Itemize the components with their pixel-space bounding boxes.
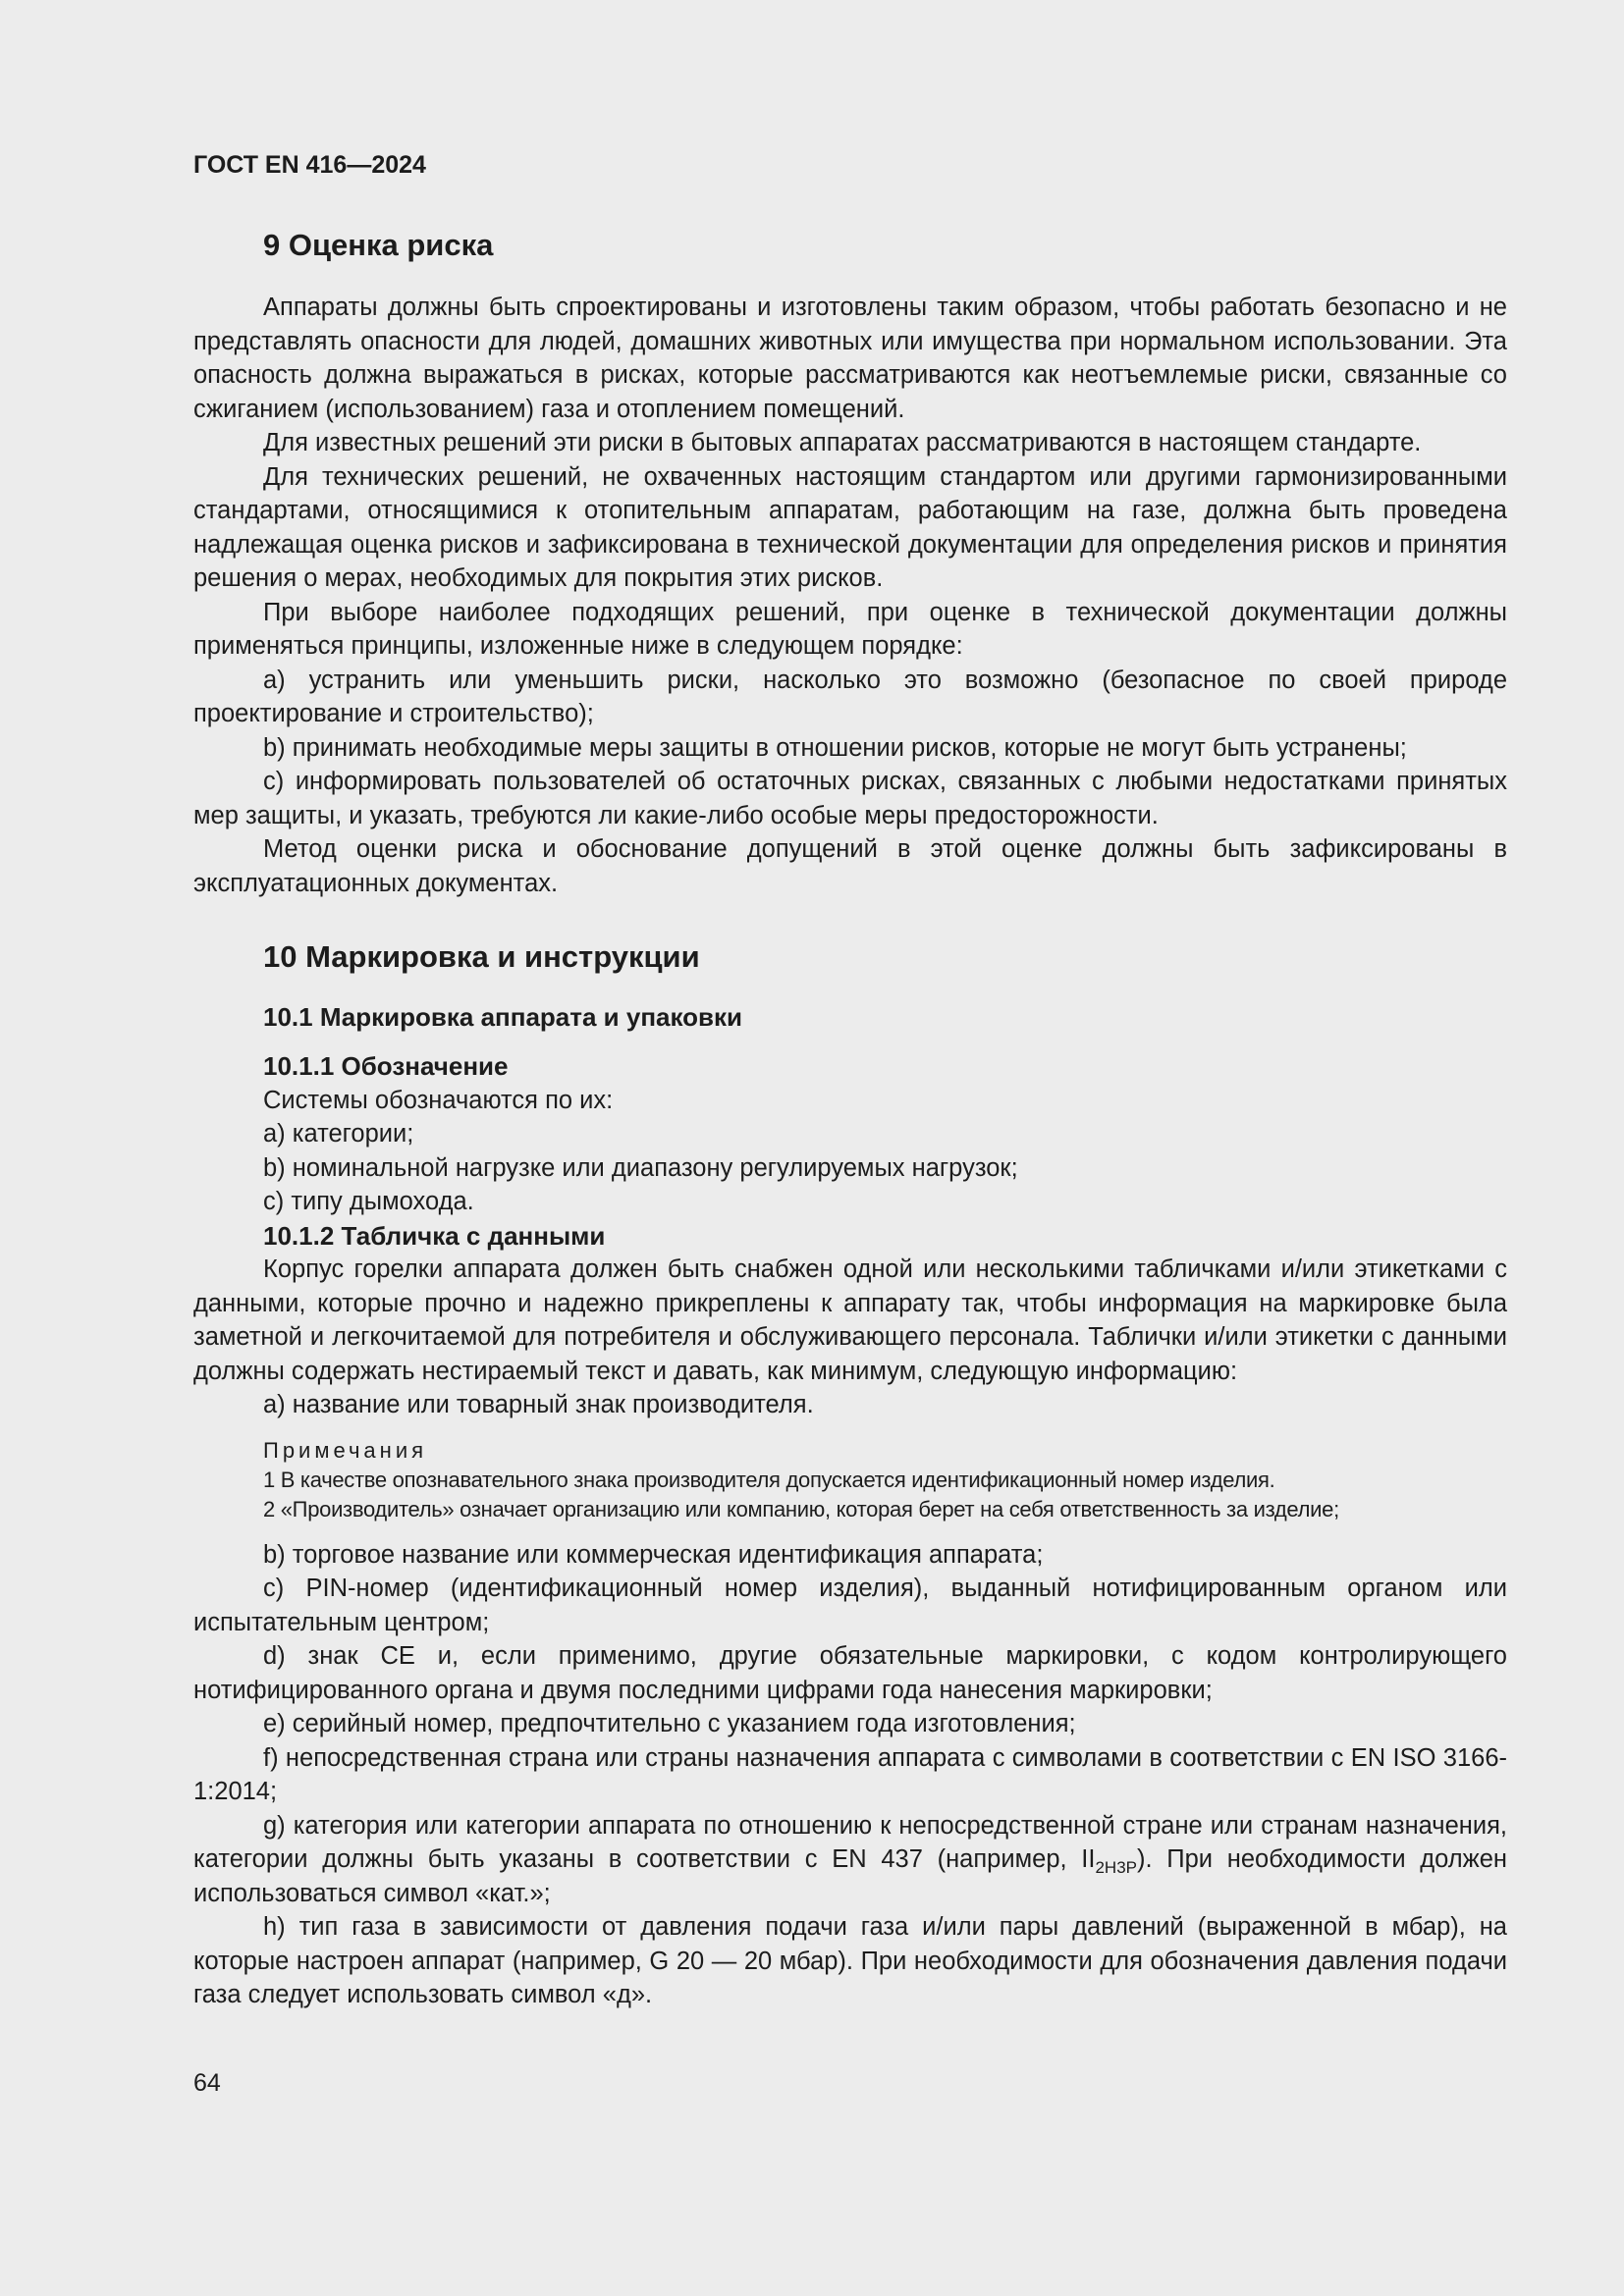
- note-1: 1 В качестве опознавательного знака производителя допускается идентификационный номер изделия.: [263, 1467, 1275, 1492]
- section-10-1-1-intro: Системы обозначаются по их:: [263, 1086, 614, 1114]
- section-9-paragraph-1: Аппараты должны быть спроектированы и изготовлены таким образом, чтобы работать безопасно и не представлять опасности для людей, домашних животных или имущества при нормальном использовании. Эта опасность должна выражаться в рисках, которые рассматриваются как неотъемлемые риски, связанные со сжиганием (использованием) газа и отоплением помещений.: [193, 294, 1507, 423]
- section-9-item-c: c) информировать пользователей об остаточных рисках, связанных с любыми недостатками принятых мер защиты, и указать, требуются ли какие-либо особые меры предосторожности.: [193, 768, 1507, 829]
- item-g-text-end: ). При необходимости должен использоваться символ «кат.»;: [193, 1845, 1507, 1907]
- document-header: ГОСТ EN 416—2024: [193, 151, 426, 179]
- section-10-1-title: 10.1 Маркировка аппарата и упаковки: [263, 1002, 743, 1032]
- section-10-1-2-title: 10.1.2 Табличка с данными: [263, 1220, 606, 1251]
- page-number: 64: [193, 2069, 221, 2097]
- section-9-paragraph-4: При выборе наиболее подходящих решений, при оценке в технической документации должны применяться принципы, изложенные ниже в следующем порядке:: [193, 598, 1507, 660]
- section-10-1-2-item-d: d) знак CE и, если применимо, другие обязательные маркировки, с кодом контролирующего нотифицированного органа и двумя последними цифрами года нанесения маркировки;: [193, 1642, 1507, 1704]
- notes-title: Примечания: [263, 1437, 428, 1463]
- section-10-1-2-item-b: b) торговое название или коммерческая идентификация аппарата;: [263, 1540, 1044, 1569]
- section-10-1-2-paragraph: Корпус горелки аппарата должен быть снабжен одной или несколькими табличками и/или этикетками с данными, которые прочно и надежно прикреплены к аппарату так, чтобы информация на маркировке была заметной и легкочитаемой для потребителя и обслуживающего персонала. Таблички и/или этикетки с данными должны содержать нестираемый текст и давать, как минимум, следующую информацию:: [193, 1255, 1507, 1385]
- section-9-paragraph-3: Для технических решений, не охваченных настоящим стандартом или другими гармонизированными стандартами, относящимися к отопительным аппаратам, работающим на газе, должна быть проведена надлежащая оценка рисков и зафиксирована в технической документации для определения рисков и принятия решения о мерах, необходимых для покрытия этих рисков.: [193, 462, 1507, 592]
- item-g-text: g) категория или категории аппарата по отношению к непосредственной стране или странам назначения, категории должны быть указаны в соответствии с EN 437 (например, II: [193, 1811, 1507, 1873]
- gas-category-subscript: 2H3P: [1095, 1858, 1137, 1878]
- note-2: 2 «Производитель» означает организацию или компанию, которая берет на себя ответственность за изделие;: [263, 1496, 1339, 1522]
- section-10-1-1-title: 10.1.1 Обозначение: [263, 1051, 509, 1081]
- page-content: [193, 147, 1507, 2012]
- section-9-paragraph-5: Метод оценки риска и обоснование допущений в этой оценке должны быть зафиксированы в эксплуатационных документах.: [193, 835, 1507, 897]
- section-10-1-2-item-c: c) PIN-номер (идентификационный номер изделия), выданный нотифицированным органом или испытательным центром;: [193, 1575, 1507, 1636]
- section-10-1-2-item-a: a) название или товарный знак производителя.: [263, 1391, 814, 1418]
- section-9-title: 9 Оценка риска: [263, 228, 494, 262]
- section-10-1-2-item-h: h) тип газа в зависимости от давления подачи газа и/или пары давлений (выраженной в мбар), на которые настроен аппарат (например, G 20 — 20 мбар). При необходимости для обозначения давления подачи газа следует использовать символ «д».: [193, 1913, 1507, 2008]
- section-9-item-a: a) устранить или уменьшить риски, насколько это возможно (безопасное по своей природе проектирование и строительство);: [193, 666, 1507, 727]
- section-10-1-1-item-c: c) типу дымохода.: [263, 1188, 474, 1215]
- section-10-1-1-item-a: a) категории;: [263, 1120, 414, 1148]
- section-10-1-2-item-f: f) непосредственная страна или страны назначения аппарата с символами в соответствии с EN ISO 3166-1:2014;: [193, 1743, 1507, 1805]
- section-9-paragraph-2: Для известных решений эти риски в бытовых аппаратах рассматриваются в настоящем стандарте.: [263, 429, 1422, 456]
- section-10-1-1-item-b: b) номинальной нагрузке или диапазону регулируемых нагрузок;: [263, 1153, 1018, 1182]
- section-10-1-2-item-e: e) серийный номер, предпочтительно с указанием года изготовления;: [263, 1710, 1076, 1737]
- section-10-title: 10 Маркировка и инструкции: [263, 939, 700, 974]
- section-10-1-2-item-g: [193, 1809, 1507, 1911]
- section-9-item-b: b) принимать необходимые меры защиты в отношении рисков, которые не могут быть устранены;: [263, 733, 1407, 762]
